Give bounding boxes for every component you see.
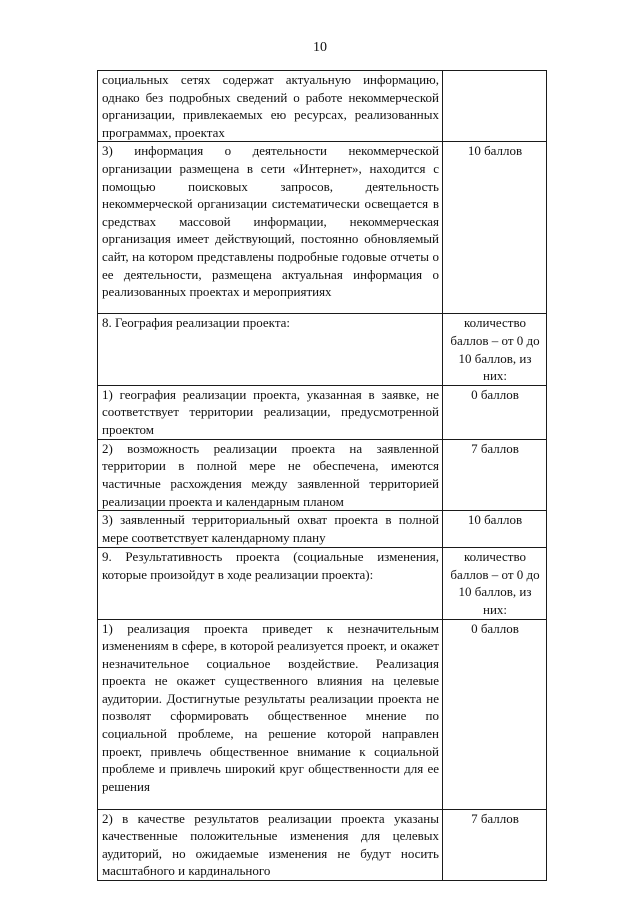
table-row (98, 439, 547, 510)
criterion-score (443, 439, 547, 510)
score-text: количество баллов – от 0 до 10 баллов, из них: (450, 549, 540, 617)
criterion-score-range (443, 314, 547, 385)
score-text: 7 баллов (471, 810, 519, 826)
table-row (98, 71, 547, 142)
criterion-score (443, 71, 547, 142)
criterion-score (443, 385, 547, 439)
criterion-score (443, 511, 547, 548)
criterion-description: 2) в качестве результатов реализации проекта указаны качественные положительные изменения для целевых аудиторий, но ожидаемые изменения не будут носить масштабного и кардинального (98, 809, 443, 880)
criterion-description: 3) информация о деятельности некоммерческой организации размещена в сети «Интернет», находится с помощью поисковых запросов, деятельность некоммерческой организации систематически освещается в средствах массовой информации, некоммерческая организация имеет действующий, постоянно обновляемый сайт, на котором представлены подробные годовые отчеты о ее деятельности, размещена актуальная информация о реализованных проектах и мероприятиях (98, 142, 443, 314)
criterion-description: 1) реализация проекта приведет к незначительным изменениям в сфере, в которой реализуется проект, и окажет незначительное социальное воздействие. Реализация проекта не окажет существенного влияния на целевые аудитории. Достигнутые результаты реализации проекта не позволят сформировать общественное мнение по социальной проблеме, на решение которой направлен проект, привлечь общественное внимание к социальной проблеме и привлечь широкий круг общественности для ее решения (98, 619, 443, 809)
criterion-score-range (443, 548, 547, 619)
criterion-description: 3) заявленный территориальный охват проекта в полной мере соответствует календарному плану (98, 511, 443, 548)
criterion-score (443, 142, 547, 314)
score-text: количество баллов – от 0 до 10 баллов, из них: (450, 315, 540, 384)
criterion-description: социальных сетях содержат актуальную информацию, однако без подробных сведений о работе некоммерческой организации, привлекаемых ею ресурсах, реализованных программах, проектах (98, 71, 443, 142)
criteria-table (97, 70, 547, 881)
table-row (98, 511, 547, 548)
score-text: 7 баллов (471, 440, 519, 456)
table-row (98, 809, 547, 880)
criterion-heading: 9. Результативность проекта (социальные изменения, которые произойдут в ходе реализации проекта): (98, 548, 443, 619)
criterion-description: 1) география реализации проекта, указанная в заявке, не соответствует территории реализации, предусмотренной проектом (98, 385, 443, 439)
criterion-description: 2) возможность реализации проекта на заявленной территории в полной мере не обеспечена, имеются частичные расхождения между заявленной территорией реализации проекта и календарным планом (98, 439, 443, 510)
table-row (98, 142, 547, 314)
page-number: 10 (313, 40, 327, 55)
criterion-heading: 8. География реализации проекта: (98, 314, 443, 385)
criterion-score (443, 619, 547, 809)
table-row (98, 548, 547, 619)
score-text: 10 баллов (467, 512, 523, 528)
score-text: 0 баллов (471, 386, 519, 402)
score-text: 0 баллов (471, 620, 519, 636)
criterion-score (443, 809, 547, 880)
table-row (98, 314, 547, 385)
score-text: 10 баллов (467, 143, 523, 159)
table-row (98, 385, 547, 439)
table-row (98, 619, 547, 809)
